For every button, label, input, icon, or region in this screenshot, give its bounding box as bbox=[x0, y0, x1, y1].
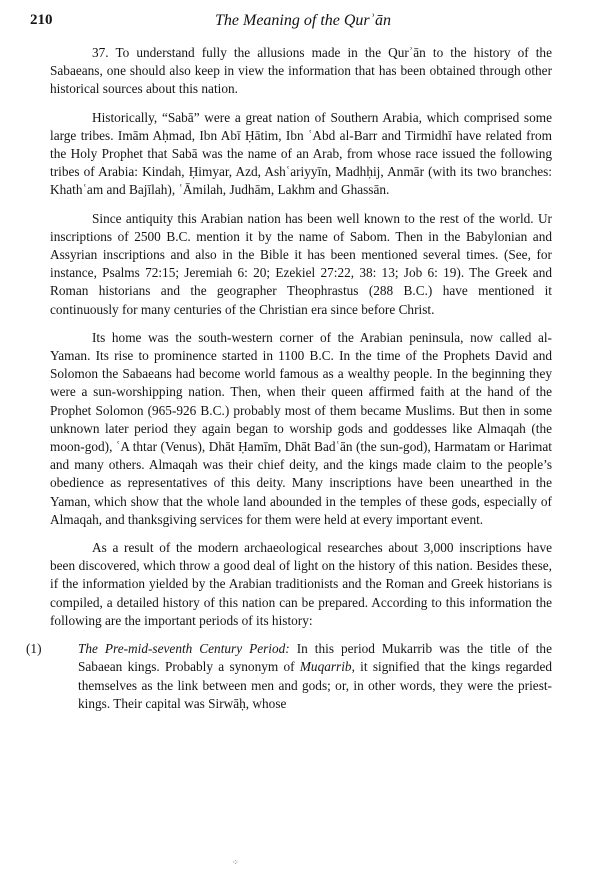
list-item-period-1 bbox=[26, 640, 552, 713]
print-speck: ⁘ bbox=[232, 858, 239, 867]
running-title: The Meaning of the Qurʾān bbox=[215, 12, 391, 29]
paragraph-antiquity: Since antiquity this Arabian nation has been well known to the rest of the world. Ur inscriptions of 2500 B.C. mention it by the name of Sabom. Then in the Babylonian and Assyrian inscriptions and also in the Bible it has been mentioned several times. (See, for instance, Psalms 72:15; Jeremiah 6: 20; Ezekiel 27:22, 38: 13; Job 6: 19). The Greek and Roman historians and the geographer Theophrastus (288 B.C.) have mentioned it continuously for many centuries of the Christian era since before Christ. bbox=[50, 210, 552, 317]
list-item-text bbox=[78, 640, 552, 713]
page-header bbox=[30, 10, 576, 36]
body-text bbox=[26, 44, 552, 713]
period-text-part-1: In this period Mukarrib was the title of the Sabaean kings. Probably a synonym of bbox=[78, 641, 552, 675]
paragraph-inscriptions: As a result of the modern archaeological researches about 3,000 inscriptions have been discovered, which throw a good deal of light on the history of this nation. Besides these, if the information yielded by the Arabian traditionists and the Roman and Greek historians is compiled, a detailed history of this nation can be prepared. According to this information the following are the important periods of its history: bbox=[50, 540, 552, 628]
period-heading: The Pre-mid-seventh Century Period: bbox=[78, 641, 290, 657]
page-number: 210 bbox=[30, 12, 53, 28]
term-muqarrib: Muqarrib bbox=[299, 659, 352, 675]
period-text-part-2: , it signified that the kings regarded themselves as the link between men and gods; or, in other words, they were the priest-kings. Their capital was Sirwāḥ, whose bbox=[78, 659, 552, 711]
list-marker: (1) bbox=[26, 641, 42, 657]
paragraph-homeland: Its home was the south-western corner of the Arabian peninsula, now called al-Yaman. Its rise to prominence started in 1100 B.C. In the time of the Prophets David and Solomon the Sabaeans had become world famous as a wealthy people. In the beginning they were a sun-worshipping nation. Then, when their queen affirmed faith at the hand of the Prophet Solomon (965-926 B.C.) probably most of them became Muslims. But then in some unknown later period they again began to worship gods and goddesses like Almaqah (the moon-god), ʿA thtar (Venus), Dhāt Ḥamīm, Dhāt Badʿān (the sun-god), Harmatam or Harimat and many others. Almaqah was their chief deity, and the kings made claim to the people’s obedience as representatives of this deity. Many inscriptions have been unearthed in the Yaman, which show that the whole land abounded in the temples of these gods, especially of Almaqah, and thanksgiving services for them were held at every important event. bbox=[50, 329, 552, 527]
paragraph-note-37: 37. To understand fully the allusions made in the Qurʾān to the history of the Sabaeans, one should also keep in view the information that has been obtained through other historical sources about this nation. bbox=[50, 45, 552, 97]
paragraph-saba-origin: Historically, “Sabā” were a great nation of Southern Arabia, which comprised some large tribes. Imām Aḥmad, Ibn Abī Ḥātim, Ibn ʿAbd al-Barr and Tirmidhī have related from the Holy Prophet that Sabā was the name of an Arab, from whose race issued the following tribes of Arabia: Kindah, Ḥimyar, Azd, Ashʿariyyīn, Madhḥij, Anmār (with its two branches: Khathʿam and Bajīlah), ʿĀmilah, Judhām, Lakhm and Ghassān. bbox=[50, 109, 552, 198]
